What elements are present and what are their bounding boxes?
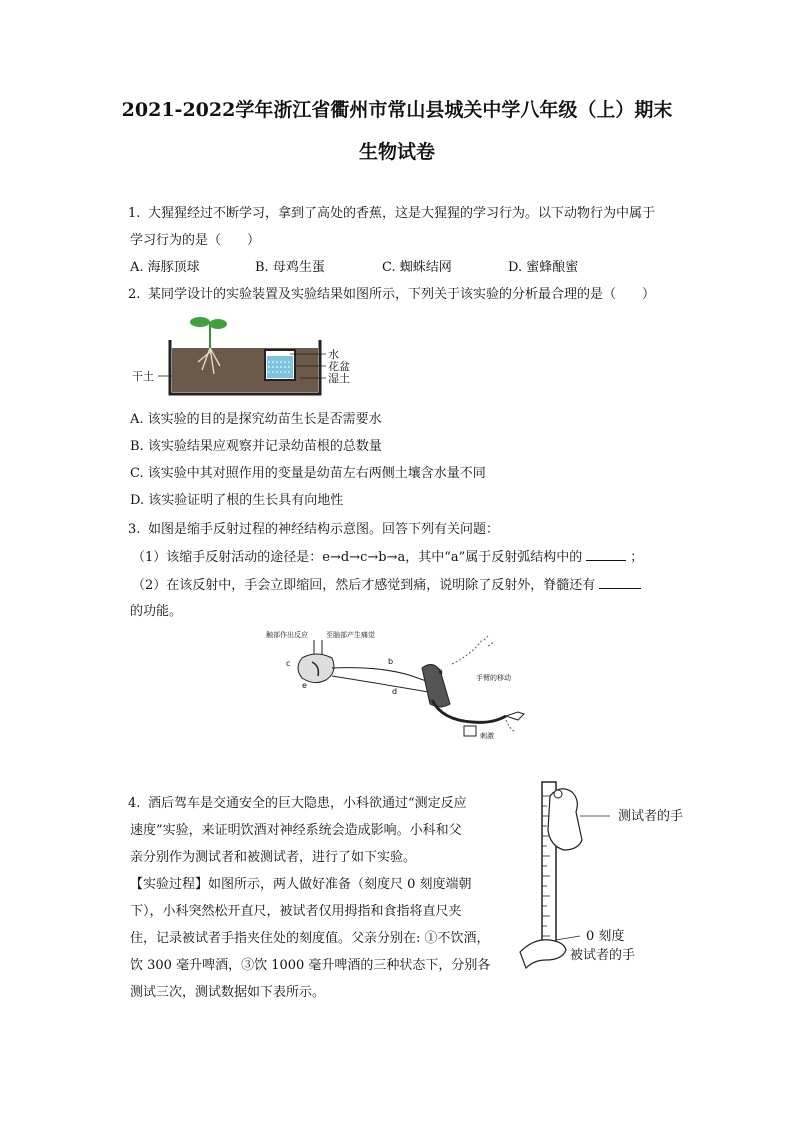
q2-number: 2. (128, 287, 141, 302)
q1-stem-line2: 学习行为的是（ ） (130, 233, 261, 248)
label-water: 水 (328, 348, 339, 361)
q4-line5: 下），小科突然松开直尺，被试者仅用拇指和食指将直尺夹 (130, 904, 462, 919)
q1-option-a: A. 海豚顶球 (130, 260, 200, 275)
q2-stem: 某同学设计的实验装置及实验结果如图所示，下列关于该实验的分析最合理的是（ ） (148, 287, 656, 302)
q4-line1: 酒后驾车是交通安全的巨大隐患，小科欲通过“测定反应 (148, 796, 467, 811)
label-d: d (392, 687, 398, 696)
q1-option-d: D. 蜜蜂酿蜜 (508, 260, 579, 275)
q4-line6: 住，记录被试者手指夹住处的刻度值。父亲分别在: ①不饮酒， (130, 931, 490, 946)
arm-muscle-shape (422, 664, 450, 707)
q3-sub1-text: （1）该缩手反射活动的途径是：e→d→c→b→a，其中“a”属于反射弧结构中的 (132, 550, 583, 565)
stimulus-cup-icon (464, 726, 476, 736)
leaf-left-icon (190, 317, 210, 327)
label-stimulus: 刺激 (480, 732, 494, 740)
q2-option-a: A. 该实验的目的是探究幼苗生长是否需要水 (130, 412, 382, 427)
label-b: b (388, 657, 394, 666)
leaf-right-icon (209, 319, 227, 329)
hand-icon (506, 712, 524, 720)
q3-number: 3. (128, 522, 141, 537)
label-wet-soil: 湿土 (328, 372, 350, 385)
q4-line3: 亲分别作为测试者和被测试者，进行了如下实验。 (130, 850, 417, 865)
q3-stem: 如图是缩手反射过程的神经结构示意图。回答下列有关问题： (148, 522, 500, 537)
q3-sub1-end: ； (630, 550, 644, 565)
label-top-left: 触部作出反应 (266, 631, 308, 639)
soil-fill (172, 348, 318, 392)
q3-sub1 (132, 548, 643, 567)
q3-blank1[interactable] (586, 548, 626, 561)
label-c: c (286, 659, 291, 668)
q4-line7: 饮 300 毫升啤酒，③饮 1000 毫升啤酒的三种状态下，分别各 (130, 958, 491, 973)
q3-sub2 (132, 576, 645, 595)
q3-sub2-text: （2）在该反射中，手会立即缩回，然后才感觉到痛，说明除了反射外，脊髓还有 (132, 578, 596, 593)
label-arm-move: 手臂的移动 (476, 674, 511, 682)
q3-sub2-tail: 的功能。 (130, 604, 183, 619)
q4-line4: 【实验过程】如图所示，两人做好准备（刻度尺 0 刻度端朝 (130, 877, 472, 892)
q1-option-c: C. 蜘蛛结网 (382, 260, 452, 275)
q2-option-c: C. 该实验中其对照作用的变量是幼苗左右两侧土壤含水量不同 (130, 466, 486, 481)
label-testee-hand: 被试者的手 (570, 948, 636, 963)
page-title-line2: 生物试卷 (358, 141, 435, 163)
q1-option-b: B. 母鸡生蛋 (255, 260, 325, 275)
label-zero-mark: 0 刻度 (586, 929, 625, 944)
q3-reflex-figure (262, 628, 532, 746)
label-a: a (438, 667, 443, 676)
nerve-path-lower (332, 676, 440, 694)
spinal-cord-shape (298, 654, 334, 683)
q2-option-b: B. 该实验结果应观察并记录幼苗根的总数量 (130, 439, 382, 454)
q1-stem-line1: 大猩猩经过不断学习，拿到了高处的香蕉，这是大猩猩的学习行为。以下动物行为中属于 (148, 206, 656, 221)
q4-number: 4. (128, 796, 141, 811)
label-top-right: 至脑部产生痛觉 (326, 631, 375, 639)
q3-blank2[interactable] (599, 576, 641, 589)
tester-hand-icon (548, 789, 582, 850)
q1-number: 1. (128, 206, 141, 221)
q2-experiment-figure (130, 312, 360, 402)
label-e: e (302, 681, 307, 690)
testee-hand-icon (520, 940, 566, 968)
q4-line8: 测试三次，测试数据如下表所示。 (130, 985, 326, 1000)
q4-line2: 速度”实验，来证明饮酒对神经系统会造成影响。小科和父 (130, 823, 462, 838)
label-dry-soil: 干土 (132, 370, 154, 383)
q2-option-d: D. 该实验证明了根的生长具有向地性 (130, 493, 344, 508)
page-title-line1: 2021-2022学年浙江省衢州市常山县城关中学八年级（上）期末 (121, 99, 673, 121)
label-pot: 花盆 (328, 360, 350, 373)
label-tester-hand: 测试者的手 (618, 809, 684, 824)
